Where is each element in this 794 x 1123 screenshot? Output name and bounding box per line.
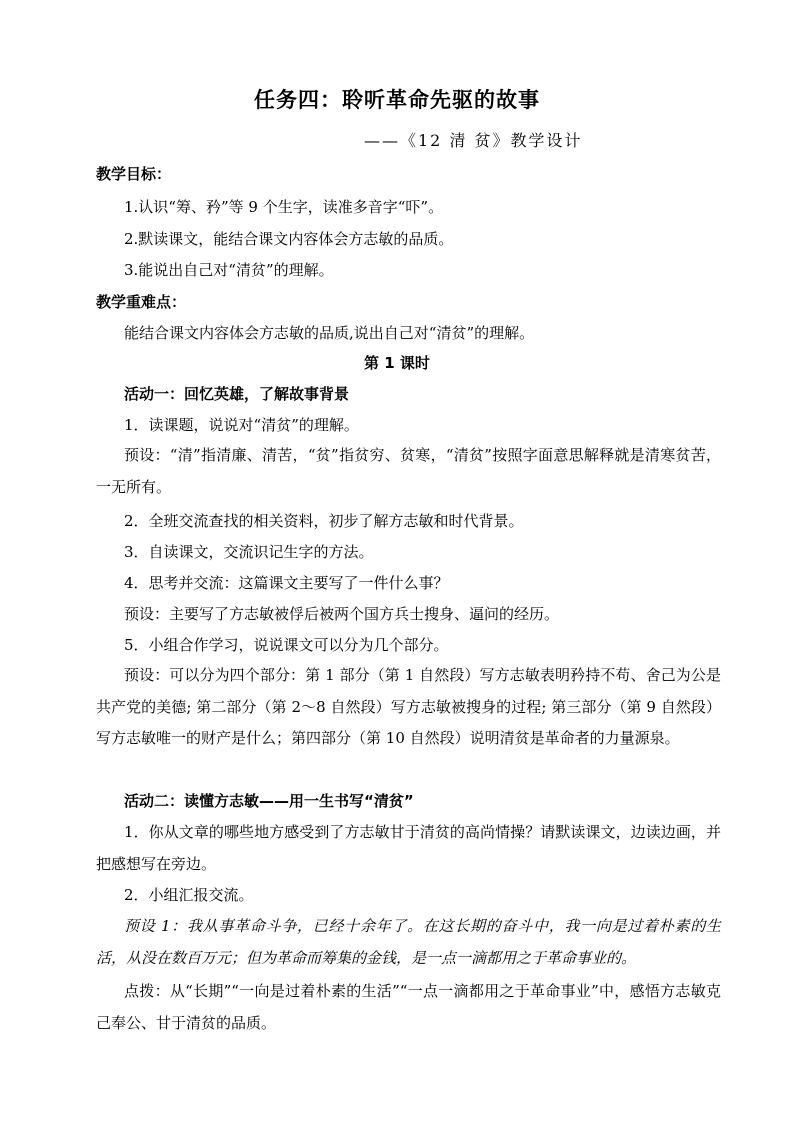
goals-heading: 教学目标： bbox=[96, 165, 172, 183]
activity1-step5: 5．小组合作学习，说说课文可以分为几个部分。 bbox=[124, 636, 449, 654]
key-points-heading: 教学重难点： bbox=[96, 293, 187, 311]
activity2-step2: 2．小组汇报交流。 bbox=[124, 886, 254, 904]
page-subtitle: ——《12 清 贫》教学设计 bbox=[364, 131, 583, 150]
activity1-step4: 4．思考并交流：这篇课文主要写了一件什么事？ bbox=[124, 574, 449, 592]
key-points-text: 能结合课文内容体会方志敏的品质,说出自己对“清贫”的理解。 bbox=[124, 324, 535, 342]
activity1-step3: 3．自读课文，交流识记生字的方法。 bbox=[124, 543, 374, 561]
goal-item-2: 2.默读课文，能结合课文内容体会方志敏的品质。 bbox=[124, 230, 454, 248]
activity1-step1: 1．读课题，说说对“清贫”的理解。 bbox=[124, 416, 359, 434]
goal-item-3: 3.能说出自己对“清贫”的理解。 bbox=[124, 261, 334, 279]
activity1-preset4: 预设：主要写了方志敏被俘后被两个国方兵士搜身、逼问的经历。 bbox=[124, 605, 560, 623]
activity1-preset1: 预设：“清”指清廉、清苦，“贫”指贫穷、贫寒，“清贫”按照字面意思解释就是清寒贫苦，一无所有。 bbox=[96, 446, 721, 496]
activity2-preset1: 预设 1：我从事革命斗争，已经十余年了。在这长期的奋斗中，我一向是过着朴素的生活，从没在数百万元；但为革命而筹集的金钱，是一点一滴都用之于革命事业的。 bbox=[96, 917, 721, 967]
activity2-heading: 活动二：读懂方志敏——用一生书写“清贫” bbox=[124, 792, 414, 810]
goal-item-1: 1.认识“筹、矜”等 9 个生字，读准多音字“吓”。 bbox=[124, 198, 444, 216]
activity1-step2: 2．全班交流查找的相关资料，初步了解方志敏和时代背景。 bbox=[124, 512, 524, 530]
activity2-tip: 点拨：从“长期”“一向是过着朴素的生活”“一点一滴都用之于革命事业”中，感悟方志敏克己奉公、甘于清贫的品质。 bbox=[96, 982, 721, 1032]
activity2-step1: 1．你从文章的哪些地方感受到了方志敏甘于清贫的高尚情操？请默读课文，边读边画，并把感想写在旁边。 bbox=[96, 823, 721, 873]
activity1-heading: 活动一：回忆英雄，了解故事背景 bbox=[124, 385, 350, 403]
page-title: 任务四：聆听革命先驱的故事 bbox=[254, 88, 540, 112]
activity1-preset5: 预设：可以分为四个部分：第 1 部分（第 1 自然段）写方志敏表明矜持不苟、舍己为公是共产党的美德; 第二部分（第 2～8 自然段）写方志敏被搜身的过程; 第三部分（第 9 自然段）写方志敏唯一的财产是什么；第四部分（第 10 自然段）说明清贫是革命者的力量源泉。 bbox=[96, 666, 721, 747]
lesson-label: 第 1 课时 bbox=[364, 354, 430, 372]
